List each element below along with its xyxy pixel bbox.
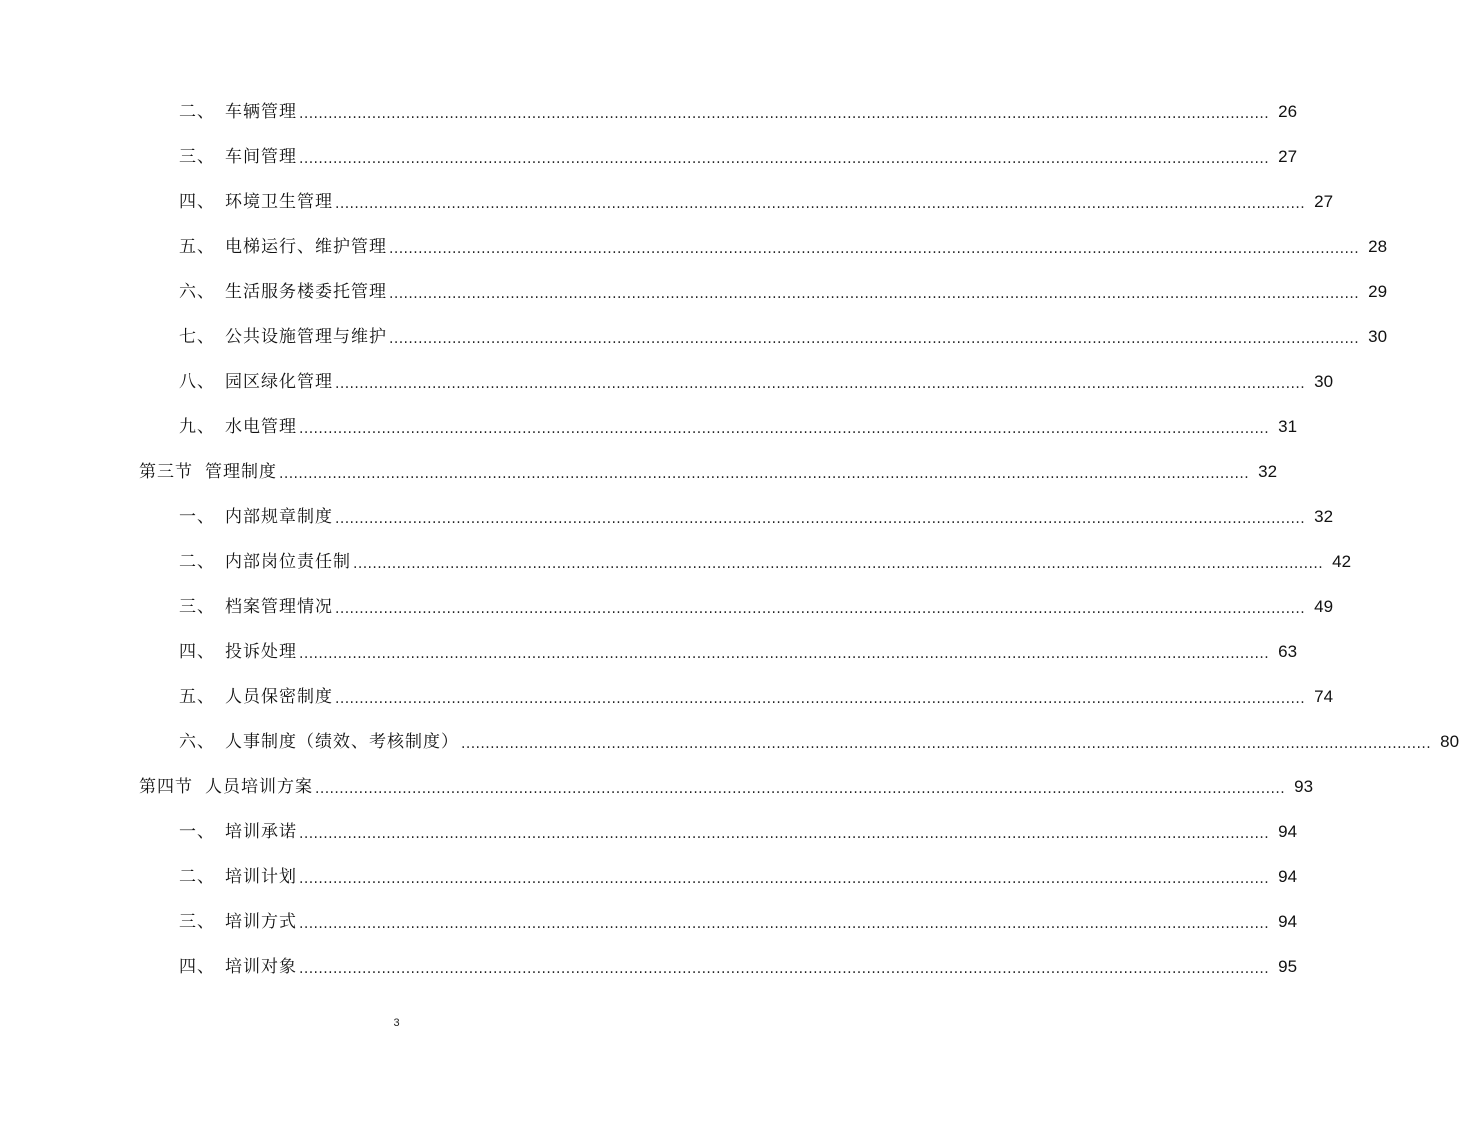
- toc-entry[interactable]: [0, 359, 1334, 404]
- toc-entry[interactable]: [0, 269, 1388, 314]
- toc-entry-number: 九、: [179, 416, 215, 437]
- toc-entry-title: 车辆管理: [225, 101, 297, 122]
- toc-entry-page: 80: [1440, 731, 1459, 751]
- toc-entry[interactable]: [0, 404, 1298, 449]
- toc-entry-title: 水电管理: [225, 416, 297, 437]
- toc-entry-number: 四、: [179, 641, 215, 662]
- toc-entry-page: 32: [1258, 461, 1278, 481]
- dot-leader: ........................................................................................................................................................................................................: [335, 690, 1306, 707]
- dot-leader: ........................................................................................................................................................................................................: [299, 420, 1270, 437]
- toc-entry[interactable]: [0, 899, 1298, 944]
- toc-entry-number: 四、: [179, 956, 215, 977]
- toc-entry-number: 八、: [179, 371, 215, 392]
- toc-entry-page: 29: [1368, 281, 1388, 301]
- page-number: 3: [393, 1017, 400, 1029]
- toc-entry-number: 二、: [179, 101, 215, 122]
- toc-entry-number: 一、: [179, 821, 215, 842]
- toc-entry-title: 培训方式: [225, 911, 297, 932]
- toc-entry-title: 培训承诺: [225, 821, 297, 842]
- dot-leader: ........................................................................................................................................................................................................: [335, 375, 1306, 392]
- toc-entry-title: 内部岗位责任制: [225, 551, 351, 572]
- toc-entry-number: 三、: [179, 146, 215, 167]
- toc-entry-title: 培训对象: [225, 956, 297, 977]
- toc-entry-title: 管理制度: [205, 461, 277, 482]
- toc-entry-page: 94: [1278, 821, 1298, 841]
- toc-entry[interactable]: [0, 449, 1278, 494]
- toc-entry[interactable]: [0, 89, 1298, 134]
- toc-entry-title: 环境卫生管理: [225, 191, 333, 212]
- toc-entry-title: 人员培训方案: [205, 776, 313, 797]
- toc-entry-page: 27: [1314, 191, 1334, 211]
- toc-entry-page: 32: [1314, 506, 1334, 526]
- toc-entry-title: 公共设施管理与维护: [225, 326, 387, 347]
- toc-entry-page: 94: [1278, 866, 1298, 886]
- toc-entry-title: 内部规章制度: [225, 506, 333, 527]
- dot-leader: ........................................................................................................................................................................................................: [335, 195, 1306, 212]
- toc-entry[interactable]: [0, 629, 1298, 674]
- dot-leader: ........................................................................................................................................................................................................: [299, 150, 1270, 167]
- dot-leader: ........................................................................................................................................................................................................: [299, 105, 1270, 122]
- dot-leader: ........................................................................................................................................................................................................: [389, 240, 1360, 257]
- dot-leader: ........................................................................................................................................................................................................: [299, 960, 1270, 977]
- dot-leader: ........................................................................................................................................................................................................: [461, 735, 1432, 752]
- toc-entry-page: 42: [1332, 551, 1352, 571]
- dot-leader: ........................................................................................................................................................................................................: [299, 645, 1270, 662]
- dot-leader: ........................................................................................................................................................................................................: [299, 825, 1270, 842]
- toc-entry-page: 27: [1278, 146, 1298, 166]
- toc-entry-number: 五、: [179, 236, 215, 257]
- toc-entry[interactable]: [0, 944, 1298, 989]
- toc-entry-title: 车间管理: [225, 146, 297, 167]
- toc-entry-title: 生活服务楼委托管理: [225, 281, 387, 302]
- toc-entry-title: 人员保密制度: [225, 686, 333, 707]
- dot-leader: ........................................................................................................................................................................................................: [335, 600, 1306, 617]
- toc-entry-page: 63: [1278, 641, 1298, 661]
- toc-entry-number: 第四节: [139, 776, 193, 797]
- toc-entry-number: 第三节: [139, 461, 193, 482]
- toc-entry[interactable]: [0, 539, 1352, 584]
- toc-entry-number: 七、: [179, 326, 215, 347]
- toc-entry[interactable]: [0, 809, 1298, 854]
- toc-entry-page: 93: [1294, 776, 1314, 796]
- toc-entry[interactable]: [0, 494, 1334, 539]
- dot-leader: ........................................................................................................................................................................................................: [389, 285, 1360, 302]
- toc-entry-number: 五、: [179, 686, 215, 707]
- toc-entry[interactable]: [0, 764, 1314, 809]
- dot-leader: ........................................................................................................................................................................................................: [353, 555, 1324, 572]
- toc-entry-title: 人事制度（绩效、考核制度）: [225, 731, 459, 752]
- toc-entry-number: 三、: [179, 911, 215, 932]
- dot-leader: ........................................................................................................................................................................................................: [315, 780, 1286, 797]
- toc-entry-page: 30: [1314, 371, 1334, 391]
- toc-entry-page: 74: [1314, 686, 1334, 706]
- toc-entry-number: 二、: [179, 551, 215, 572]
- toc-entry-title: 档案管理情况: [225, 596, 333, 617]
- toc-entry-number: 四、: [179, 191, 215, 212]
- toc-entry-number: 一、: [179, 506, 215, 527]
- toc-entry-page: 95: [1278, 956, 1298, 976]
- dot-leader: ........................................................................................................................................................................................................: [389, 330, 1360, 347]
- toc-entry-page: 31: [1278, 416, 1298, 436]
- toc-entry-number: 二、: [179, 866, 215, 887]
- toc-entry-page: 30: [1368, 326, 1388, 346]
- toc-entry-title: 投诉处理: [225, 641, 297, 662]
- toc-entry-title: 园区绿化管理: [225, 371, 333, 392]
- table-of-contents: [0, 89, 1459, 989]
- dot-leader: ........................................................................................................................................................................................................: [279, 465, 1250, 482]
- toc-entry[interactable]: [0, 314, 1388, 359]
- toc-entry[interactable]: [0, 854, 1298, 899]
- toc-entry-page: 28: [1368, 236, 1388, 256]
- toc-entry-title: 培训计划: [225, 866, 297, 887]
- toc-entry-page: 49: [1314, 596, 1334, 616]
- toc-entry-page: 26: [1278, 101, 1298, 121]
- dot-leader: ........................................................................................................................................................................................................: [299, 915, 1270, 932]
- toc-entry-title: 电梯运行、维护管理: [225, 236, 387, 257]
- toc-entry[interactable]: [0, 719, 1459, 764]
- toc-entry-number: 六、: [179, 281, 215, 302]
- dot-leader: ........................................................................................................................................................................................................: [335, 510, 1306, 527]
- toc-entry-number: 三、: [179, 596, 215, 617]
- toc-entry[interactable]: [0, 584, 1334, 629]
- toc-entry-page: 94: [1278, 911, 1298, 931]
- toc-entry[interactable]: [0, 674, 1334, 719]
- toc-entry[interactable]: [0, 224, 1388, 269]
- toc-entry[interactable]: [0, 134, 1298, 179]
- toc-entry-number: 六、: [179, 731, 215, 752]
- toc-entry[interactable]: [0, 179, 1334, 224]
- dot-leader: ........................................................................................................................................................................................................: [299, 870, 1270, 887]
